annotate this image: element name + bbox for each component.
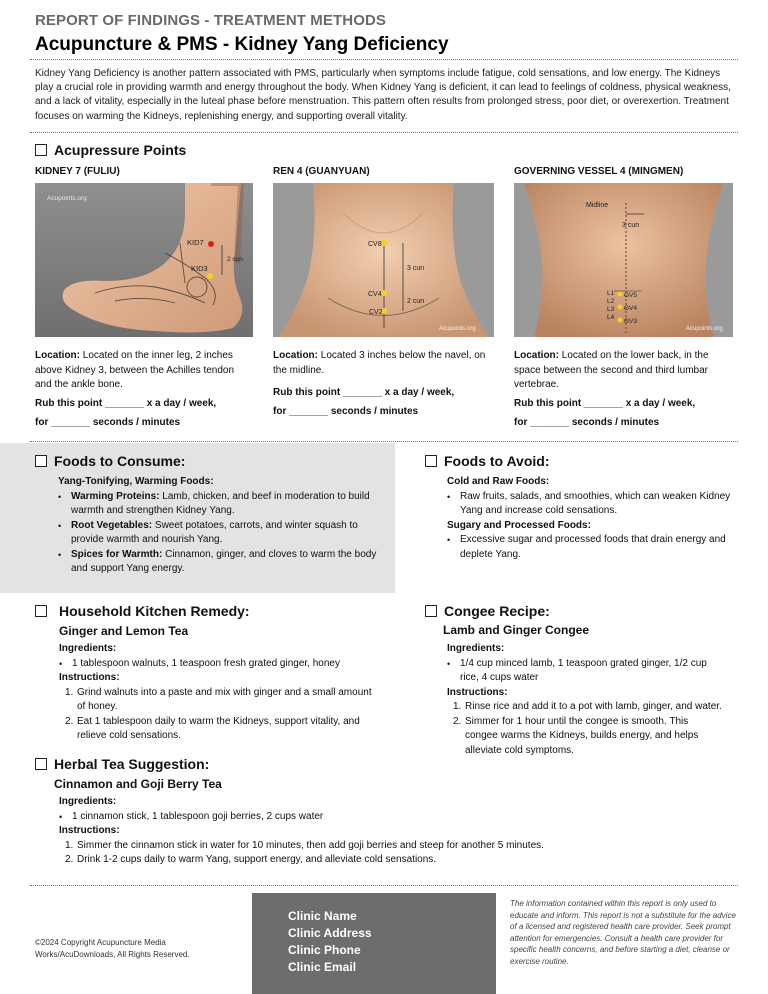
location-text: Located 3 inches below the navel, on the midline. — [273, 350, 486, 376]
ren4-abdomen-image — [273, 183, 494, 337]
divider — [30, 59, 738, 60]
gv4-back-image — [514, 183, 733, 337]
congee-subtitle: Lamb and Ginger Congee — [443, 623, 590, 637]
kitchen-remedy-heading-text: Household Kitchen Remedy: — [59, 603, 250, 619]
list-item: • Raw fruits, salads, and smoothies, which can weaken Kidney Yang and increase cold sensations. — [440, 490, 732, 519]
item-label: Root Vegetables: — [71, 519, 153, 531]
clinic-email: Clinic Email — [288, 960, 357, 974]
foods-consume-list — [58, 475, 378, 577]
intro-paragraph: Kidney Yang Deficiency is another pattern associated with PMS, particularly when symptoms include fatigue, cold sensations, and low energy. The Kidneys play a crucial role in providing warmth and energy throughout the body. When Kidney Yang is deficient, it can lead to feelings of coldness, physical weakness, and a lack of vitality, especially in the luteal phase before menstruation. This pattern often results from prolonged stress, poor diet, or overexertion. Treatment focuses on warming the Kidneys, replenishing energy, and supporting overall vitality. — [35, 68, 731, 122]
herbal-tea-heading-text: Herbal Tea Suggestion: — [54, 756, 210, 772]
foods-avoid-heading — [425, 453, 550, 469]
clinic-phone: Clinic Phone — [288, 943, 361, 957]
congee-checkbox[interactable] — [425, 605, 437, 617]
kidney7-location — [35, 349, 253, 393]
label-gv3: GV3 — [624, 318, 638, 325]
clinic-name: Clinic Name — [288, 909, 357, 923]
herbal-tea-heading — [35, 756, 209, 772]
location-text: Located on the inner leg, 2 inches above Kidney 3, between the Achilles tendon and the ankle bone. — [35, 350, 235, 390]
list-item: 2. Simmer for 1 hour until the congee is smooth. This congee warms the Kidneys, builds energy, and helps alleviate cold symptoms. — [453, 715, 699, 756]
label-2cun: 2 cun — [407, 298, 425, 305]
gv4-for-line: for _______ seconds / minutes — [514, 417, 660, 428]
point-title-kidney7: KIDNEY 7 (FULIU) — [35, 166, 120, 177]
acupressure-heading-text: Acupressure Points — [54, 142, 187, 158]
list-item — [51, 519, 378, 548]
list-item: • 1 cinnamon stick, 1 tablespoon goji berries, 2 cups water — [52, 810, 739, 825]
location-label: Location: — [514, 350, 559, 361]
label-cv8: CV8 — [368, 241, 382, 248]
kidney7-for-line: for _______ seconds / minutes — [35, 417, 181, 428]
divider — [30, 441, 738, 442]
location-text: Located on the lower back, in the space between the second and third lumbar vertebrae. — [514, 350, 709, 390]
location-label: Location: — [273, 350, 318, 361]
item-text: Sweet potatoes, carrots, and winter squash to provide warmth and nourish Yang. — [71, 519, 358, 545]
herbal-tea-checkbox[interactable] — [35, 758, 47, 770]
step-text: Simmer the cinnamon stick in water for 10 minutes, then add goji berries and steep for another 5 minutes. — [77, 839, 544, 851]
report-kicker: REPORT OF FINDINGS - TREATMENT METHODS — [35, 12, 387, 29]
watermark-acupoints: Acupoints.org — [686, 326, 723, 332]
ren4-for-line: for _______ seconds / minutes — [273, 406, 419, 417]
ingredients-label: Ingredients: — [447, 643, 505, 654]
disclaimer-text: The information contained within this report is only used to educate and inform. This report is not a substitute for the advice of a licensed and registered health care provider. Seek prompt attention for emergencies. Consult a health care provider for specific health concerns, and before starting a diet, cleanse or exercise routine. — [510, 899, 736, 966]
congee-heading — [425, 603, 550, 619]
instructions-label: Instructions: — [59, 672, 120, 683]
label-gv4: GV4 — [624, 305, 638, 312]
herbal-tea-subtitle: Cinnamon and Goji Berry Tea — [54, 777, 222, 791]
list-item — [51, 490, 378, 519]
gv4-rub-line: Rub this point _______ x a day / week, — [514, 398, 696, 409]
clinic-info-box — [252, 893, 496, 994]
list-item: • Excessive sugar and processed foods that drain energy and deplete Yang. — [440, 533, 732, 562]
list-item: 1. Simmer the cinnamon stick in water for 10 minutes, then add goji berries and steep for another 5 minutes. — [65, 839, 544, 851]
location-label: Location: — [35, 350, 80, 361]
kitchen-remedy-checkbox[interactable] — [35, 605, 47, 617]
foods-consume-group-title: Yang-Tonifying, Warming Foods: — [58, 476, 214, 487]
step-text: Grind walnuts into a paste and mix with ginger and a small amount of honey. — [77, 686, 372, 712]
ren4-rub-line: Rub this point _______ x a day / week, — [273, 387, 455, 398]
kidney7-rub-line: Rub this point _______ x a day / week, — [35, 398, 217, 409]
ingredients-label: Ingredients: — [59, 796, 117, 807]
label-2cun: 2 cun — [227, 256, 243, 263]
item-label: Spices for Warmth: — [71, 548, 163, 560]
step-text: Drink 1-2 cups daily to warm Yang, support energy, and alleviate cold sensations. — [77, 854, 437, 865]
ren4-location — [273, 349, 495, 378]
kitchen-remedy-heading — [35, 603, 250, 619]
list-item: • 1 tablespoon walnuts, 1 teaspoon fresh grated ginger, honey — [52, 657, 379, 672]
label-3cun: 3 cun — [622, 222, 640, 229]
label-cv2: CV2 — [369, 309, 383, 316]
list-item — [51, 548, 378, 577]
label-l4: L4 — [607, 314, 615, 321]
clinic-address: Clinic Address — [288, 926, 372, 940]
copyright-text: ©2024 Copyright Acupuncture Media Works/AcuDownloads, All Rights Reserved. — [35, 938, 190, 959]
congee-body — [447, 642, 722, 758]
watermark-acupoints: Acupoints.org — [439, 326, 476, 332]
foods-avoid-list — [447, 475, 732, 562]
label-midline: Midline — [586, 202, 609, 209]
kitchen-remedy-subtitle: Ginger and Lemon Tea — [59, 624, 189, 638]
instructions-label: Instructions: — [447, 686, 508, 698]
kitchen-remedy-body — [59, 642, 379, 744]
foods-avoid-checkbox[interactable] — [425, 455, 437, 467]
point-title-gv4: GOVERNING VESSEL 4 (MINGMEN) — [514, 166, 684, 177]
step-text: Simmer for 1 hour until the congee is smooth. This congee warms the Kidneys, builds energy, and helps alleviate cold symptoms. — [465, 715, 699, 756]
ingredients-label: Ingredients: — [59, 643, 117, 654]
label-3cun: 3 cun — [407, 265, 425, 272]
foods-consume-heading-text: Foods to Consume: — [54, 453, 186, 469]
label-kid7: KID7 — [187, 238, 204, 247]
foods-consume-heading — [35, 453, 185, 469]
divider — [30, 885, 738, 886]
page-title: Acupuncture & PMS - Kidney Yang Deficiency — [35, 34, 449, 55]
label-gv5: GV5 — [624, 292, 638, 299]
label-kid3: KID3 — [191, 264, 208, 273]
list-item: 2. Eat 1 tablespoon daily to warm the Kidneys, support vitality, and relieve cold sensations. — [65, 715, 360, 741]
kidney7-foot-image — [35, 183, 253, 337]
item-text: Lamb, chicken, and beef in moderation to build warmth and strengthen Kidney Yang. — [71, 490, 370, 516]
gv4-location — [514, 349, 736, 393]
congee-heading-text: Congee Recipe: — [444, 603, 550, 619]
list-item: 1. Grind walnuts into a paste and mix with ginger and a small amount of honey. — [65, 686, 372, 712]
label-l3: L3 — [607, 306, 615, 313]
acupressure-heading — [35, 142, 186, 158]
instructions-label: Instructions: — [59, 825, 120, 836]
herbal-tea-body — [59, 795, 739, 868]
acupressure-checkbox[interactable] — [35, 144, 47, 156]
label-l2: L2 — [607, 298, 615, 305]
list-item: • 1/4 cup minced lamb, 1 teaspoon grated ginger, 1/2 cup rice, 4 cups water — [440, 657, 722, 686]
label-cv4: CV4 — [368, 291, 382, 298]
step-text: Rinse rice and add it to a pot with lamb, ginger, and water. — [465, 701, 722, 712]
divider — [30, 132, 738, 133]
label-l1: L1 — [607, 290, 615, 297]
list-item: 1. Rinse rice and add it to a pot with lamb, ginger, and water. — [453, 701, 722, 712]
list-item: 2. Drink 1-2 cups daily to warm Yang, support energy, and alleviate cold sensations. — [65, 854, 437, 865]
foods-avoid-group-title: Sugary and Processed Foods: — [447, 519, 591, 531]
item-label: Warming Proteins: — [71, 490, 160, 502]
step-text: Eat 1 tablespoon daily to warm the Kidneys, support vitality, and relieve cold sensations. — [77, 715, 360, 741]
foods-avoid-heading-text: Foods to Avoid: — [444, 453, 550, 469]
foods-avoid-group-title: Cold and Raw Foods: — [447, 476, 550, 487]
foods-consume-checkbox[interactable] — [35, 455, 47, 467]
item-text: Cinnamon, ginger, and cloves to warm the body and support Yang energy. — [71, 548, 377, 574]
point-title-ren4: REN 4 (GUANYUAN) — [273, 166, 370, 177]
watermark-acupoints: Acupoints.org — [47, 195, 87, 202]
